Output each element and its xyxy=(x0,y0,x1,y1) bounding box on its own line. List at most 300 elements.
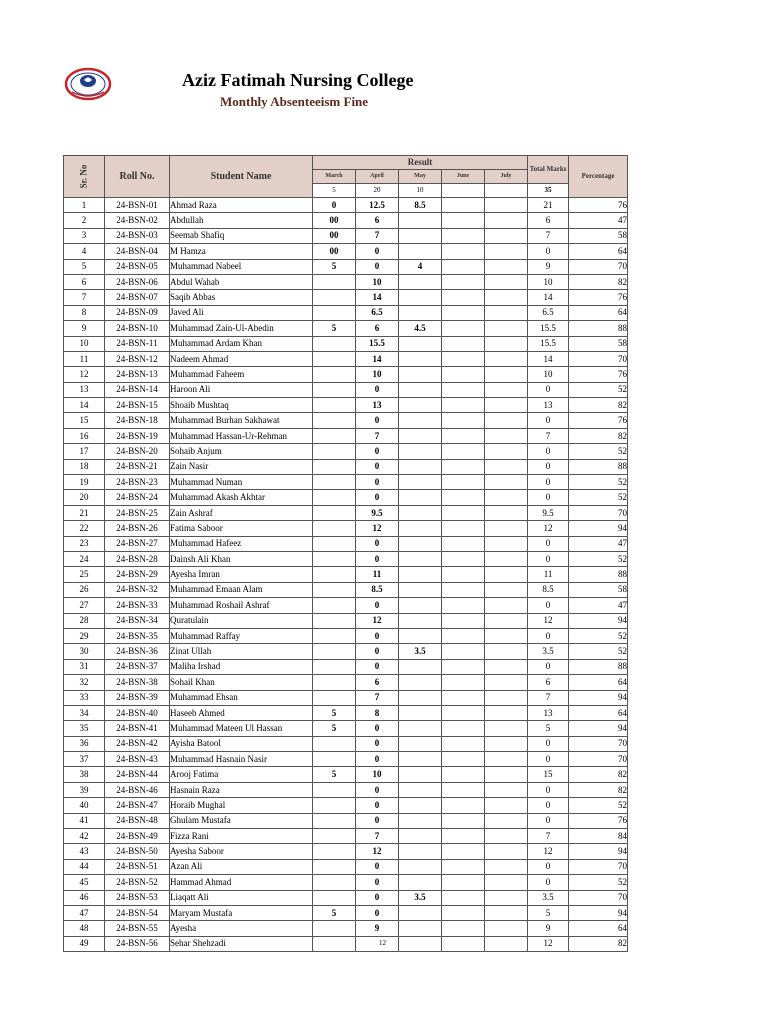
name-cell: Muhammad Emaan Alam xyxy=(170,582,313,597)
percentage-cell: 76 xyxy=(569,290,628,305)
roll-cell: 24-BSN-02 xyxy=(105,213,170,228)
month-cell: 12 xyxy=(356,936,399,951)
month-cell xyxy=(313,290,356,305)
table-row xyxy=(64,890,628,905)
roll-cell: 24-BSN-20 xyxy=(105,444,170,459)
total-cell: 0 xyxy=(528,752,569,767)
month-cell: 0 xyxy=(356,444,399,459)
month-cell xyxy=(399,551,442,566)
month-cell: 0 xyxy=(356,459,399,474)
month-cell: 5 xyxy=(313,259,356,274)
roll-cell: 24-BSN-32 xyxy=(105,582,170,597)
sr-cell: 23 xyxy=(64,536,105,551)
name-cell: Muhammad Roshail Ashraf xyxy=(170,598,313,613)
total-cell: 0 xyxy=(528,628,569,643)
table-row xyxy=(64,444,628,459)
month-cell xyxy=(485,675,528,690)
percentage-cell: 47 xyxy=(569,598,628,613)
percentage-cell: 52 xyxy=(569,798,628,813)
month-cell: 0 xyxy=(356,598,399,613)
month-cell: 0 xyxy=(356,413,399,428)
roll-cell: 24-BSN-51 xyxy=(105,859,170,874)
total-cell: 0 xyxy=(528,490,569,505)
total-cell: 6 xyxy=(528,213,569,228)
month-cell xyxy=(399,305,442,320)
month-cell xyxy=(485,890,528,905)
sr-cell: 25 xyxy=(64,567,105,582)
table-row xyxy=(64,290,628,305)
percentage-cell: 84 xyxy=(569,829,628,844)
percentage-cell: 70 xyxy=(569,890,628,905)
month-cell xyxy=(399,398,442,413)
total-cell: 15.5 xyxy=(528,336,569,351)
percentage-cell: 82 xyxy=(569,782,628,797)
table-row xyxy=(64,398,628,413)
month-cell xyxy=(442,336,485,351)
table-row xyxy=(64,905,628,920)
percentage-cell: 82 xyxy=(569,767,628,782)
name-cell: Zain Ashraf xyxy=(170,505,313,520)
month-cell: 0 xyxy=(356,905,399,920)
month-cell: 8.5 xyxy=(356,582,399,597)
month-cell: 5 xyxy=(313,721,356,736)
month-cell: 0 xyxy=(356,875,399,890)
month-cell xyxy=(485,736,528,751)
roll-cell: 24-BSN-24 xyxy=(105,490,170,505)
month-cell xyxy=(442,628,485,643)
month-cell: 5 xyxy=(313,767,356,782)
month-cell xyxy=(485,321,528,336)
roll-cell: 24-BSN-07 xyxy=(105,290,170,305)
sr-cell: 35 xyxy=(64,721,105,736)
month-cell xyxy=(399,290,442,305)
name-cell: Fizza Rani xyxy=(170,829,313,844)
month-cell xyxy=(313,536,356,551)
month-cell: 0 xyxy=(356,382,399,397)
roll-cell: 24-BSN-01 xyxy=(105,198,170,213)
month-cell xyxy=(399,767,442,782)
max-marks: 5 xyxy=(313,184,356,198)
roll-cell: 24-BSN-12 xyxy=(105,351,170,366)
sr-cell: 46 xyxy=(64,890,105,905)
sr-cell: 45 xyxy=(64,875,105,890)
month-cell xyxy=(313,875,356,890)
total-cell: 0 xyxy=(528,813,569,828)
table-body xyxy=(64,198,628,952)
percentage-cell: 64 xyxy=(569,244,628,259)
month-cell: 7 xyxy=(356,228,399,243)
percentage-cell: 88 xyxy=(569,459,628,474)
roll-cell: 24-BSN-48 xyxy=(105,813,170,828)
sr-cell: 6 xyxy=(64,274,105,289)
month-cell xyxy=(313,336,356,351)
sr-cell: 26 xyxy=(64,582,105,597)
month-cell xyxy=(485,767,528,782)
month-cell xyxy=(485,444,528,459)
percentage-cell: 64 xyxy=(569,705,628,720)
percentage-cell: 94 xyxy=(569,721,628,736)
total-cell: 7 xyxy=(528,829,569,844)
month-cell xyxy=(313,398,356,413)
name-cell: Sohail Khan xyxy=(170,675,313,690)
roll-cell: 24-BSN-19 xyxy=(105,428,170,443)
header-name: Student Name xyxy=(170,156,313,198)
month-cell xyxy=(399,690,442,705)
month-cell xyxy=(313,582,356,597)
table-row xyxy=(64,567,628,582)
table-row xyxy=(64,367,628,382)
month-cell xyxy=(442,290,485,305)
month-cell xyxy=(399,659,442,674)
percentage-cell: 52 xyxy=(569,444,628,459)
sr-cell: 16 xyxy=(64,428,105,443)
month-cell xyxy=(313,890,356,905)
month-cell xyxy=(485,244,528,259)
month-cell: 6.5 xyxy=(356,305,399,320)
month-cell xyxy=(485,459,528,474)
month-cell xyxy=(485,752,528,767)
total-max: 35 xyxy=(528,184,569,198)
month-cell xyxy=(442,228,485,243)
percentage-cell: 47 xyxy=(569,213,628,228)
header-month: July xyxy=(485,170,528,184)
month-cell xyxy=(442,936,485,951)
roll-cell: 24-BSN-36 xyxy=(105,644,170,659)
name-cell: Maryam Mustafa xyxy=(170,905,313,920)
total-cell: 0 xyxy=(528,859,569,874)
sr-cell: 40 xyxy=(64,798,105,813)
total-cell: 12 xyxy=(528,521,569,536)
sr-cell: 44 xyxy=(64,859,105,874)
total-cell: 0 xyxy=(528,782,569,797)
month-cell: 0 xyxy=(356,244,399,259)
month-cell xyxy=(485,536,528,551)
roll-cell: 24-BSN-29 xyxy=(105,567,170,582)
month-cell: 6 xyxy=(356,321,399,336)
name-cell: Muhammad Ardam Khan xyxy=(170,336,313,351)
month-cell xyxy=(485,198,528,213)
month-cell xyxy=(485,628,528,643)
name-cell: Muhammad Burhan Sakhawat xyxy=(170,413,313,428)
name-cell: Muhammad Hasnain Nasir xyxy=(170,752,313,767)
roll-cell: 24-BSN-41 xyxy=(105,721,170,736)
roll-cell: 24-BSN-47 xyxy=(105,798,170,813)
month-cell xyxy=(442,598,485,613)
total-cell: 8.5 xyxy=(528,582,569,597)
percentage-cell: 52 xyxy=(569,628,628,643)
month-cell xyxy=(313,644,356,659)
month-cell xyxy=(485,690,528,705)
month-cell: 14 xyxy=(356,290,399,305)
month-cell xyxy=(485,598,528,613)
month-cell xyxy=(313,459,356,474)
table-row xyxy=(64,598,628,613)
sr-cell: 15 xyxy=(64,413,105,428)
month-cell xyxy=(442,259,485,274)
month-cell: 11 xyxy=(356,567,399,582)
month-cell: 14 xyxy=(356,351,399,366)
roll-cell: 24-BSN-05 xyxy=(105,259,170,274)
name-cell: Shoaib Mushtaq xyxy=(170,398,313,413)
sr-cell: 30 xyxy=(64,644,105,659)
name-cell: Zain Nasir xyxy=(170,459,313,474)
sr-cell: 13 xyxy=(64,382,105,397)
table-row xyxy=(64,936,628,951)
sr-cell: 34 xyxy=(64,705,105,720)
month-cell xyxy=(442,890,485,905)
name-cell: Zinat Ullah xyxy=(170,644,313,659)
total-cell: 0 xyxy=(528,659,569,674)
month-cell xyxy=(442,274,485,289)
total-cell: 12 xyxy=(528,844,569,859)
month-cell xyxy=(485,305,528,320)
percentage-cell: 76 xyxy=(569,413,628,428)
month-cell: 10 xyxy=(356,274,399,289)
month-cell xyxy=(399,475,442,490)
percentage-cell: 94 xyxy=(569,521,628,536)
name-cell: Hasnain Raza xyxy=(170,782,313,797)
month-cell: 10 xyxy=(356,367,399,382)
name-cell: Dainsh Ali Khan xyxy=(170,551,313,566)
sr-cell: 21 xyxy=(64,505,105,520)
name-cell: Sohaib Anjum xyxy=(170,444,313,459)
month-cell xyxy=(399,444,442,459)
roll-cell: 24-BSN-35 xyxy=(105,628,170,643)
month-cell: 8 xyxy=(356,705,399,720)
percentage-cell: 82 xyxy=(569,274,628,289)
name-cell: Sehar Shehzadi xyxy=(170,936,313,951)
name-cell: Muhammad Mateen Ul Hassan xyxy=(170,721,313,736)
month-cell xyxy=(399,336,442,351)
month-cell xyxy=(485,382,528,397)
total-cell: 5 xyxy=(528,721,569,736)
roll-cell: 24-BSN-09 xyxy=(105,305,170,320)
month-cell xyxy=(399,459,442,474)
sr-cell: 24 xyxy=(64,551,105,566)
total-cell: 9.5 xyxy=(528,505,569,520)
month-cell xyxy=(313,428,356,443)
month-cell xyxy=(313,813,356,828)
roll-cell: 24-BSN-56 xyxy=(105,936,170,951)
total-cell: 0 xyxy=(528,459,569,474)
month-cell xyxy=(442,613,485,628)
table-row xyxy=(64,428,628,443)
month-cell xyxy=(442,875,485,890)
roll-cell: 24-BSN-18 xyxy=(105,413,170,428)
sr-cell: 9 xyxy=(64,321,105,336)
month-cell xyxy=(485,829,528,844)
sr-cell: 42 xyxy=(64,829,105,844)
percentage-cell: 52 xyxy=(569,551,628,566)
month-cell xyxy=(399,752,442,767)
month-cell xyxy=(313,859,356,874)
roll-cell: 24-BSN-14 xyxy=(105,382,170,397)
sr-cell: 4 xyxy=(64,244,105,259)
month-cell xyxy=(313,829,356,844)
month-cell xyxy=(442,428,485,443)
month-cell xyxy=(313,382,356,397)
header-result: Result xyxy=(313,156,528,170)
header-roll: Roll No. xyxy=(105,156,170,198)
month-cell: 0 xyxy=(356,736,399,751)
college-logo xyxy=(64,66,112,102)
month-cell: 0 xyxy=(356,490,399,505)
table-row xyxy=(64,690,628,705)
total-cell: 14 xyxy=(528,351,569,366)
month-cell xyxy=(313,613,356,628)
percentage-cell: 88 xyxy=(569,567,628,582)
percentage-cell: 70 xyxy=(569,859,628,874)
month-cell: 00 xyxy=(313,244,356,259)
table-row xyxy=(64,351,628,366)
roll-cell: 24-BSN-06 xyxy=(105,274,170,289)
table-row xyxy=(64,505,628,520)
month-cell xyxy=(399,859,442,874)
month-cell xyxy=(399,567,442,582)
sr-cell: 38 xyxy=(64,767,105,782)
month-cell: 0 xyxy=(356,659,399,674)
table-row xyxy=(64,813,628,828)
table-row xyxy=(64,459,628,474)
total-cell: 5 xyxy=(528,905,569,920)
name-cell: Fatima Saboor xyxy=(170,521,313,536)
sr-cell: 31 xyxy=(64,659,105,674)
table-row xyxy=(64,475,628,490)
percentage-cell: 64 xyxy=(569,921,628,936)
month-cell: 0 xyxy=(356,536,399,551)
month-cell xyxy=(313,475,356,490)
month-cell xyxy=(485,798,528,813)
roll-cell: 24-BSN-13 xyxy=(105,367,170,382)
month-cell xyxy=(399,351,442,366)
roll-cell: 24-BSN-25 xyxy=(105,505,170,520)
percentage-cell: 64 xyxy=(569,305,628,320)
month-cell xyxy=(442,521,485,536)
month-cell xyxy=(485,336,528,351)
percentage-cell: 70 xyxy=(569,752,628,767)
month-cell xyxy=(442,475,485,490)
table-row xyxy=(64,274,628,289)
month-cell: 3.5 xyxy=(399,890,442,905)
table-row xyxy=(64,413,628,428)
month-cell xyxy=(442,505,485,520)
percentage-cell: 58 xyxy=(569,582,628,597)
total-cell: 0 xyxy=(528,444,569,459)
table-row xyxy=(64,536,628,551)
month-cell xyxy=(442,905,485,920)
name-cell: Nadeem Ahmad xyxy=(170,351,313,366)
month-cell: 10 xyxy=(356,767,399,782)
month-cell: 6 xyxy=(356,675,399,690)
table-row xyxy=(64,198,628,213)
month-cell xyxy=(485,813,528,828)
table-row xyxy=(64,705,628,720)
month-cell xyxy=(399,829,442,844)
table-row xyxy=(64,752,628,767)
month-cell xyxy=(485,213,528,228)
month-cell xyxy=(399,675,442,690)
max-marks: 20 xyxy=(356,184,399,198)
name-cell: Abdul Wahab xyxy=(170,274,313,289)
month-cell: 5 xyxy=(313,321,356,336)
month-cell xyxy=(399,490,442,505)
total-cell: 3.5 xyxy=(528,890,569,905)
sr-cell: 5 xyxy=(64,259,105,274)
total-cell: 0 xyxy=(528,244,569,259)
table-row xyxy=(64,382,628,397)
sr-cell: 22 xyxy=(64,521,105,536)
month-cell xyxy=(442,767,485,782)
roll-cell: 24-BSN-34 xyxy=(105,613,170,628)
month-cell xyxy=(313,798,356,813)
percentage-cell: 76 xyxy=(569,198,628,213)
month-cell: 7 xyxy=(356,690,399,705)
month-cell xyxy=(485,228,528,243)
month-cell xyxy=(313,505,356,520)
name-cell: Horaib Mughal xyxy=(170,798,313,813)
total-cell: 13 xyxy=(528,398,569,413)
roll-cell: 24-BSN-23 xyxy=(105,475,170,490)
total-cell: 7 xyxy=(528,428,569,443)
month-cell xyxy=(399,782,442,797)
total-cell: 12 xyxy=(528,936,569,951)
month-cell xyxy=(313,659,356,674)
name-cell: Ahmad Raza xyxy=(170,198,313,213)
table-row xyxy=(64,244,628,259)
month-cell xyxy=(399,705,442,720)
month-cell: 4.5 xyxy=(399,321,442,336)
header-sr: Sr. No xyxy=(64,156,105,198)
total-cell: 6.5 xyxy=(528,305,569,320)
name-cell: Ayesha Imran xyxy=(170,567,313,582)
month-cell xyxy=(442,213,485,228)
month-cell xyxy=(485,875,528,890)
header-month: March xyxy=(313,170,356,184)
month-cell xyxy=(442,705,485,720)
roll-cell: 24-BSN-55 xyxy=(105,921,170,936)
month-cell xyxy=(485,428,528,443)
roll-cell: 24-BSN-39 xyxy=(105,690,170,705)
month-cell xyxy=(442,829,485,844)
month-cell xyxy=(442,367,485,382)
roll-cell: 24-BSN-27 xyxy=(105,536,170,551)
month-cell xyxy=(442,536,485,551)
name-cell: Muhammad Faheem xyxy=(170,367,313,382)
month-cell: 3.5 xyxy=(399,644,442,659)
roll-cell: 24-BSN-10 xyxy=(105,321,170,336)
month-cell xyxy=(485,859,528,874)
table-row xyxy=(64,844,628,859)
roll-cell: 24-BSN-11 xyxy=(105,336,170,351)
total-cell: 0 xyxy=(528,798,569,813)
month-cell xyxy=(313,413,356,428)
name-cell: Maliha Irshad xyxy=(170,659,313,674)
month-cell xyxy=(313,598,356,613)
roll-cell: 24-BSN-04 xyxy=(105,244,170,259)
month-cell xyxy=(485,290,528,305)
name-cell: Azan Ali xyxy=(170,859,313,874)
month-cell: 0 xyxy=(356,813,399,828)
table-row xyxy=(64,767,628,782)
month-cell xyxy=(399,428,442,443)
table-row xyxy=(64,644,628,659)
month-cell: 12 xyxy=(356,844,399,859)
name-cell: Abdullah xyxy=(170,213,313,228)
month-cell xyxy=(442,582,485,597)
percentage-cell: 52 xyxy=(569,490,628,505)
month-cell xyxy=(485,367,528,382)
month-cell: 0 xyxy=(356,721,399,736)
